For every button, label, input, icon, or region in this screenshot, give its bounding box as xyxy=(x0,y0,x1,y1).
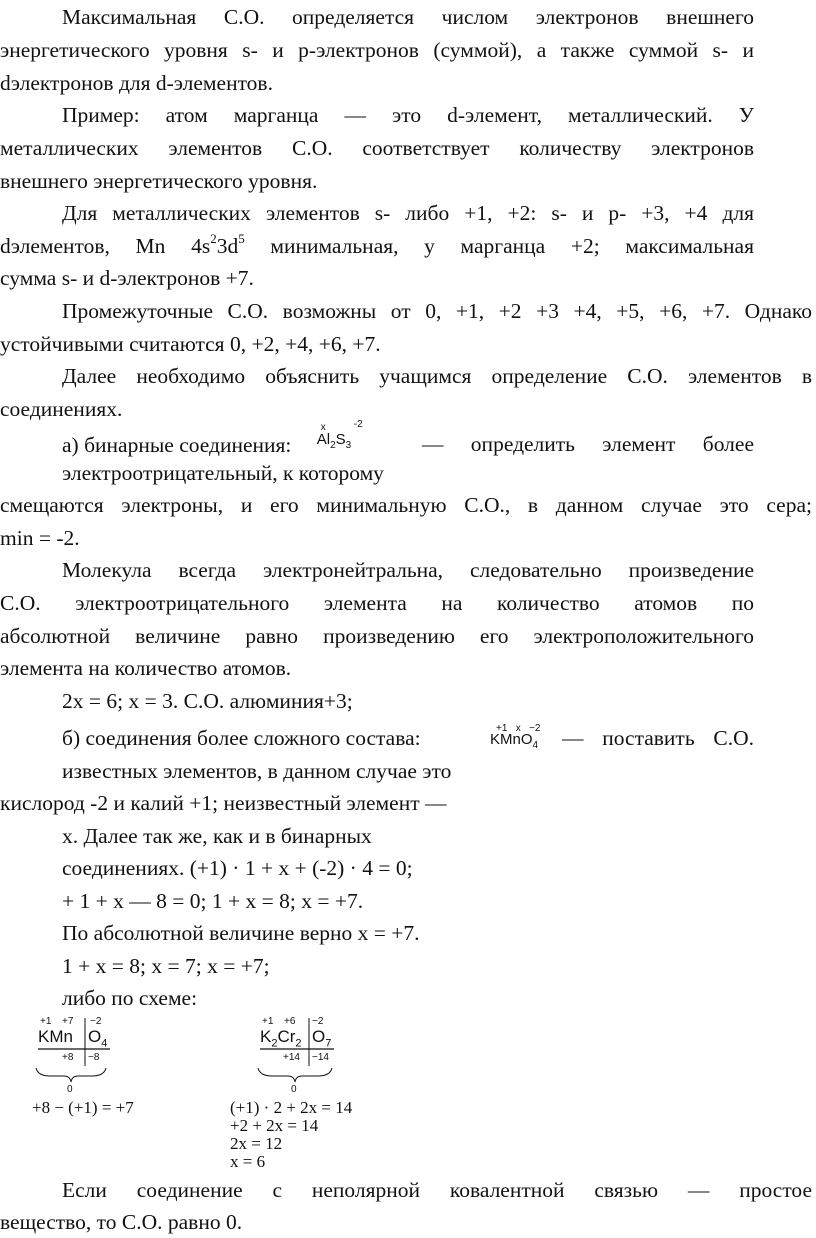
text-line: вещество, то С.О. равно 0. xyxy=(0,1210,243,1234)
text-line: 2x = 6; x = 3. С.О. алюминия+3; xyxy=(62,689,353,713)
text-line: min = -2. xyxy=(0,526,80,550)
text-line: + 1 + х — 8 = 0; 1 + х = 8; х = +7. xyxy=(62,889,364,913)
text-line: Если соединение с неполярной ковалентной связью — простое xyxy=(62,1178,812,1202)
text-line: кислород -2 и калий +1; неизвестный элемент — xyxy=(0,791,447,815)
text-line: Промежуточные С.О. возможны от 0, +1, +2 +3 +4, +5, +6, +7. Однако xyxy=(62,299,812,323)
text-line-with-superscripts: dэлементов, Mn $4s^23d^5$ минимальная, у марганца +2; максимальная xyxy=(0,230,754,258)
text-line: Молекула всегда электронейтральна, следовательно произведение xyxy=(62,558,754,582)
text-line: внешнего энергетического уровня. xyxy=(0,169,318,193)
text-line: dэлектронов для d-элементов. xyxy=(0,71,273,95)
text-line: соединениях. (+1) · 1 + х + (-2) · 4 = 0; xyxy=(62,856,413,880)
binary-compound-line: а) бинарные соединения: x $Al_2S_3$ -2 — определить элемент более xyxy=(62,429,754,465)
text-line: Далее необходимо объяснить учащимся определение С.О. элементов в xyxy=(62,364,812,388)
text-line: энергетического уровня s- и р-электронов (суммой), а также суммой s- и xyxy=(0,38,754,62)
text-line: Для металлических элементов s- либо +1, +2: s- и р- +3, +4 для xyxy=(62,201,754,225)
text-line: электроотрицательный, к которому xyxy=(62,461,384,485)
text-line: элемента на количество атомов. xyxy=(0,656,292,680)
kmno4-scheme-lines xyxy=(30,1010,130,1090)
kmno4-scheme: +1 +7 −2 KMn $O_4$ +8 −8 0 +8 − (+1) = +7 xyxy=(30,1010,210,1120)
text-line: либо по схеме: xyxy=(62,986,198,1010)
k2cr2o7-scheme-lines xyxy=(228,1010,348,1090)
k2cr2o7-scheme: +1 +6 −2 $K_2Cr_2$ $O_7$ +14 −14 0 (+1) · 2 + 2x = 14 +2 + 2x = 14 2x = 12 x = 6 xyxy=(228,1010,428,1175)
text-line: смещаются электроны, и его минимальную С.О., в данном случае это сера; xyxy=(0,493,812,517)
text-line: По абсолютной величине верно х = +7. xyxy=(62,921,420,945)
text-line: С.О. электроотрицательного элемента на количество атомов по xyxy=(0,591,754,615)
text-line: х. Далее так же, как и в бинарных xyxy=(62,824,372,848)
complex-compound-line: б) соединения более сложного состава: +1 x −2 KMnO$_4$ — поставить С.О. xyxy=(62,723,754,753)
text-line: сумма s- и d-электронов +7. xyxy=(0,266,254,290)
text-line: известных элементов, в данном случае это xyxy=(62,759,452,783)
text-line: устойчивыми считаются 0, +2, +4, +6, +7. xyxy=(0,332,381,356)
text-line: Максимальная С.О. определяется числом электронов внешнего xyxy=(62,5,754,29)
text-line: Пример: атом марганца — это d-элемент, металлический. У xyxy=(62,103,754,127)
text-line: металлических элементов С.О. соответствует количеству электронов xyxy=(0,136,754,160)
text-line: соединениях. xyxy=(0,397,123,421)
text-line: 1 + х = 8; х = 7; х = +7; xyxy=(62,954,270,978)
text-line: абсолютной величине равно произведению его электроположительного xyxy=(0,624,754,648)
al2s3-formula: x $Al_2S_3$ -2 xyxy=(316,419,363,451)
kmno4-formula: +1 x −2 KMnO$_4$ xyxy=(490,723,541,751)
